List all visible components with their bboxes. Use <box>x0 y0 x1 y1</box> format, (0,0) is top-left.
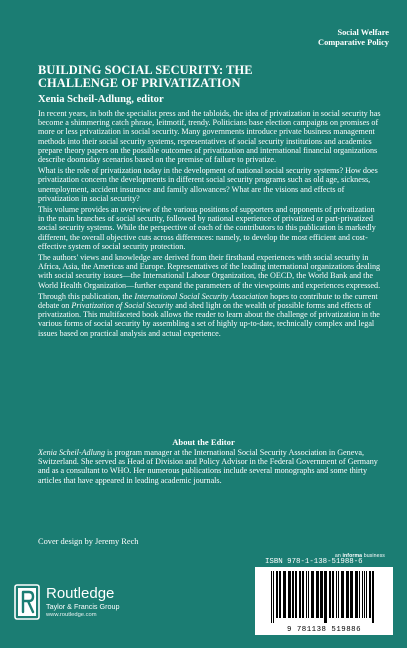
blurb-p5-italic-2: Privatization of Social Security <box>71 301 174 311</box>
blurb-paragraph-4: The authors' views and knowledge are derived from their firsthand experiences with social security in Africa, Asia, the Americas and Europe. Representatives of the leading international organizations dealing with social security issues—the International Labour Organization, the OECD, the World Bank and the World Health Organization—further expand the parameters of the viewpoints and experiences expressed. <box>38 253 381 290</box>
barcode-bar <box>338 571 339 618</box>
barcode-bar <box>350 571 353 618</box>
informa-prefix: an <box>334 553 343 559</box>
blurb-paragraph-5 <box>38 292 383 338</box>
barcode-bar <box>283 571 286 618</box>
barcode-bar <box>302 571 304 618</box>
book-title <box>38 64 378 90</box>
routledge-logo-icon <box>14 584 40 620</box>
informa-suffix: business <box>362 553 385 559</box>
barcode <box>255 567 393 635</box>
blurb-p5-text-2: hopes to contribute to the current debate on <box>38 291 378 311</box>
barcode-bar <box>362 571 363 618</box>
blurb-paragraph-2: What is the role of privatization today in the development of national social security systems? How does privatization concern the developments in different social security programs such as old age, sickness, unemployment, accident insurance and family allowances? What are the visions and effects of privatization in social security? <box>38 166 378 203</box>
barcode-bars <box>269 571 379 623</box>
barcode-bar <box>369 571 371 618</box>
barcode-bar <box>366 571 367 618</box>
blurb-p5-text-3: and shed light on the wealth of possible forms and effects of privatization. This multifaceted book allows the reader to learn about the challenge of privatization in the various forms of social security by assembling a set of highly up-to-date, technically complex and legal issues based on practical analysis and actual experience. <box>38 301 380 338</box>
series-line-2: Comparative Policy <box>318 38 389 47</box>
barcode-bar <box>306 571 307 618</box>
blurb-p5-italic-1: International Social Security Association <box>134 291 269 301</box>
title-line-1: BUILDING SOCIAL SECURITY: THE <box>38 63 253 77</box>
about-editor <box>38 448 383 485</box>
barcode-bar <box>288 571 291 618</box>
blurb <box>38 109 383 338</box>
barcode-bar <box>320 571 323 618</box>
barcode-bar <box>364 571 365 618</box>
barcode-bar <box>332 571 334 618</box>
publisher-brand <box>46 586 120 619</box>
barcode-bar <box>279 571 281 618</box>
barcode-bar <box>336 571 337 618</box>
blurb-paragraph-1: In recent years, in both the specialist press and the tabloids, the idea of privatization in social security has become a shimmering catch phrase, leitmotif, trendy. Politicians base election campaigns on promises of more or less privatization in social security. Many governments introduce private business management methods into their social security systems, representatives of social security institutions and academics prepare theory papers on the possible outcomes of privatization and international financial organizations describe doomsday scenarios based on the premise of failure to privatize. <box>38 109 381 165</box>
barcode-bar <box>341 571 344 618</box>
barcode-bar <box>355 571 358 618</box>
publisher-group: Taylor & Francis Group <box>46 602 120 611</box>
barcode-bar <box>324 571 327 623</box>
cover-design-credit: Cover design by Jeremy Rech <box>38 537 139 546</box>
barcode-bar <box>372 571 374 623</box>
blurb-p5-text-1: Through this publication, the <box>38 291 135 301</box>
informa-brand: informa <box>342 553 363 559</box>
barcode-bar <box>271 571 272 623</box>
about-editor-name: Xenia Scheil-Adlung <box>38 448 106 457</box>
series-label <box>318 28 389 48</box>
barcode-bar <box>276 571 278 618</box>
barcode-bar <box>295 571 297 618</box>
about-editor-text <box>38 448 383 485</box>
series-line-1: Social Welfare <box>337 28 389 37</box>
publisher-name: Routledge <box>46 585 115 602</box>
about-editor-bio: is program manager at the International Social Security Association in Geneva, Switzerland. She served as Head of Division and Policy Advisor in the Federal Government of Germany and as a consultant to WHO. Her numerous publications include several monographs and some thirty articles that have appeared in leading academic journals. <box>38 448 378 485</box>
blurb-paragraph-3: This volume provides an overview of the various positions of supporters and opponents of privatization in the main branches of social security, followed by national experience of privatized or part-privatized social security systems. While the perspective of each of the contributors to this publication is markedly different, the overall objective cuts across differences: namely, to develop the most efficient and cost-effective system of social security protection. <box>38 205 376 251</box>
isbn-label: ISBN 978-1-138-51988-6 <box>265 558 363 566</box>
barcode-bar <box>316 571 319 618</box>
barcode-bar <box>299 571 301 618</box>
barcode-bar <box>346 571 349 618</box>
barcode-bar <box>292 571 294 618</box>
barcode-bar <box>273 571 274 623</box>
barcode-bar <box>359 571 360 618</box>
about-editor-heading: About the Editor <box>172 437 235 447</box>
barcode-bar <box>329 571 331 618</box>
publisher-url: www.routledge.com <box>46 612 97 618</box>
editor-credit: Xenia Scheil-Adlung, editor <box>38 94 164 105</box>
barcode-bar <box>308 571 309 618</box>
title-line-2: CHALLENGE OF PRIVATIZATION <box>38 76 241 90</box>
barcode-bar <box>311 571 314 618</box>
barcode-number: 9 781138 519886 <box>286 626 362 634</box>
